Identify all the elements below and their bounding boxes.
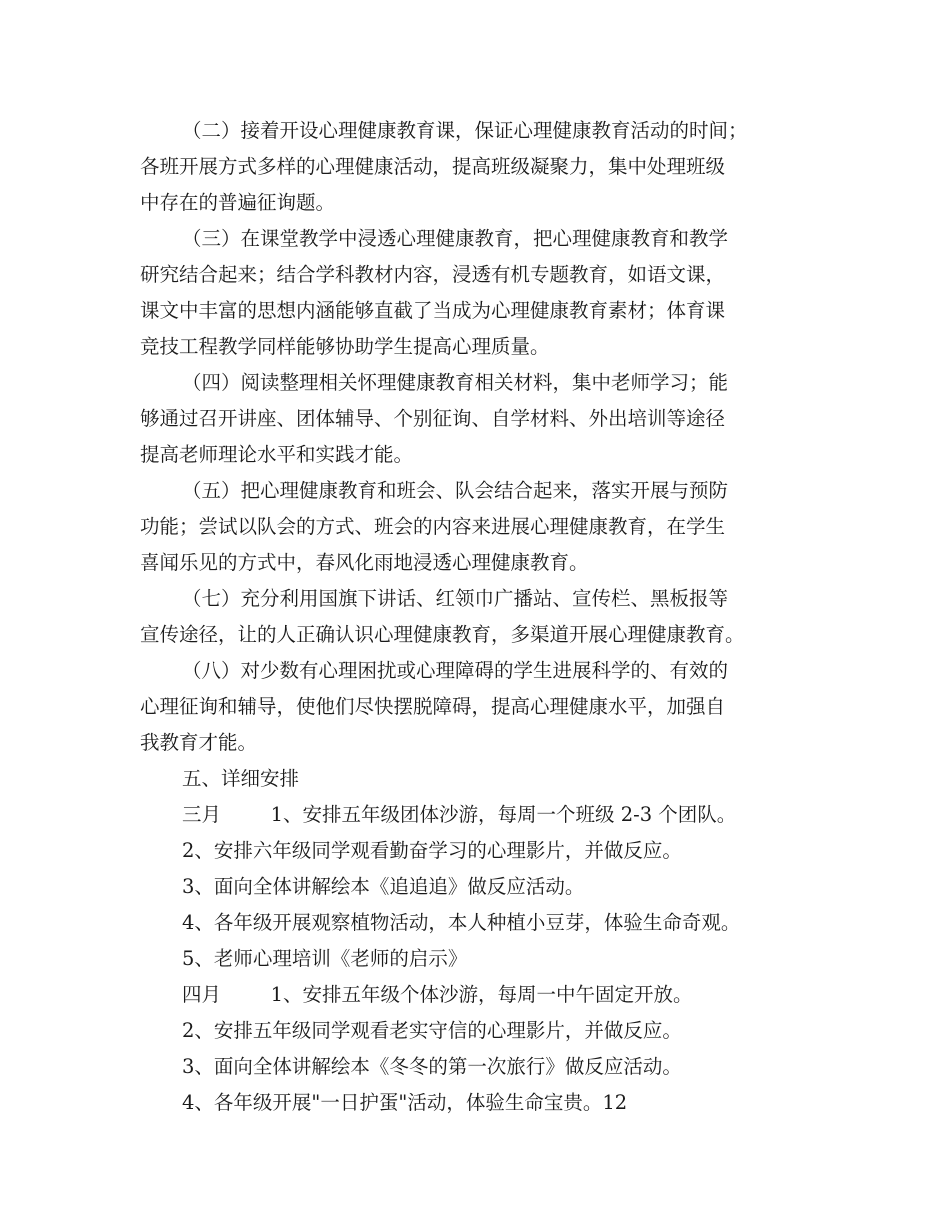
text-line: 研究结合起来；结合学科教材内容，浸透有机专题教育，如语文课， [140,263,726,286]
schedule-line: 2、安排六年级同学观看勤奋学习的心理影片，并做反应。 [182,839,682,862]
text-line: （五）把心理健康教育和班会、队会结合起来，落实开展与预防 [182,479,729,502]
text-line: 宣传途径，让的人正确认识心理健康教育，多渠道开展心理健康教育。 [140,623,745,646]
text-line: （七）充分利用国旗下讲话、红领巾广播站、宣传栏、黑板报等 [182,587,729,610]
schedule-line: 2、安排五年级同学观看老实守信的心理影片，并做反应。 [182,1019,682,1042]
section-heading: 五、详细安排 [182,767,300,790]
text-line: 提高老师理论水平和实践才能。 [140,443,414,466]
text-line: （三）在课堂教学中浸透心理健康教育，把心理健康教育和教学 [182,227,729,250]
text-line: （八）对少数有心理困扰或心理障碍的学生进展科学的、有效的 [182,659,729,682]
schedule-line: 3、面向全体讲解绘本《追追追》做反应活动。 [182,875,585,898]
text-line: 功能；尝试以队会的方式、班会的内容来进展心理健康教育，在学生 [140,515,726,538]
text-line: 各班开展方式多样的心理健康活动，提高班级凝聚力，集中处理班级 [140,155,726,178]
schedule-line: 四月 1、安排五年级个体沙游，每周一中午固定开放。 [182,983,693,1006]
text-line: 喜闻乐见的方式中，春风化雨地浸透心理健康教育。 [140,551,589,574]
schedule-line: 4、各年级开展观察植物活动，本人种植小豆芽，体验生命奇观。 [182,911,741,934]
text-line: （二）接着开设心理健康教育课，保证心理健康教育活动的时间； [182,119,748,142]
text-line: 够通过召开讲座、团体辅导、个别征询、自学材料、外出培训等途径 [140,407,726,430]
schedule-line: 3、面向全体讲解绘本《冬冬的第一次旅行》做反应活动。 [182,1055,682,1078]
schedule-line: 三月 1、安排五年级团体沙游，每周一个班级 2-3 个团队。 [182,803,737,826]
text-line: 心理征询和辅导，使他们尽快摆脱障碍，提高心理健康水平，加强自 [140,695,726,718]
text-line: 我教育才能。 [140,731,258,754]
text-line: （四）阅读整理相关怀理健康教育相关材料，集中老师学习；能 [182,371,729,394]
text-line: 竞技工程教学同样能够协助学生提高心理质量。 [140,335,550,358]
text-line: 中存在的普遍征询题。 [140,191,336,214]
text-line: 课文中丰富的思想内涵能够直截了当成为心理健康教育素材；体育课 [140,299,726,322]
schedule-line: 4、各年级开展"一日护蛋"活动，体验生命宝贵。12 [182,1091,628,1114]
schedule-line: 5、老师心理培训《老师的启示》 [182,947,468,970]
